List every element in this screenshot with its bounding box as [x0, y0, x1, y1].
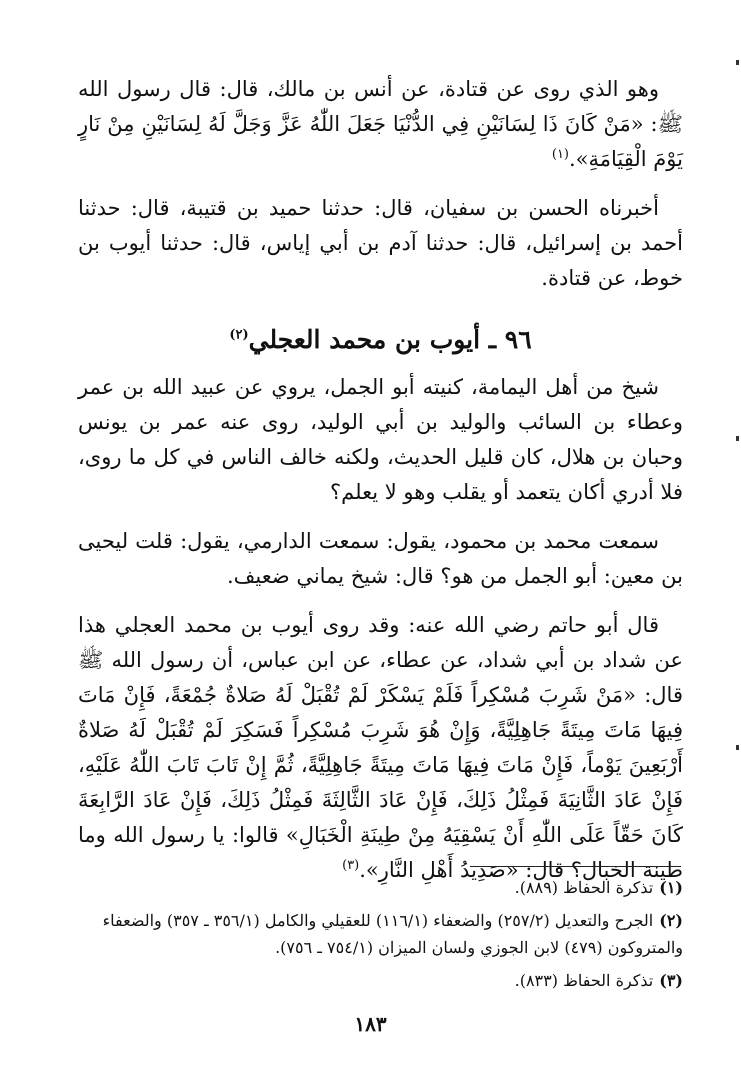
footnote-divider [470, 866, 681, 867]
footnote: (١)تذكرة الحفاظ (٨٨٩). [514, 878, 683, 897]
paragraph-darimi: سمعت محمد بن محمود، يقول: سمعت الدارمي، يقول: قلت ليحيى بن معين: أبو الجمل من هو؟ قال: شيخ يماني ضعيف. [78, 529, 683, 588]
paragraph-biography: شيخ من أهل اليمامة، كنيته أبو الجمل، يروي عن عبيد الله بن عمر وعطاء بن السائب والوليد بن أبي الوليد، روى عنه عمر بن يونس وحبان بن هلال، كان قليل الحديث، ولكنه خالف الناس في كل ما روى، فلا أدري أكان يتعمد أو يقلب وهو لا يعلم؟ [78, 375, 683, 504]
paragraph-hadith-intoxicant: قال أبو حاتم رضي الله عنه: وقد روى أيوب بن محمد العجلي هذا عن شداد بن أبي شداد، عن عطاء، عن ابن عباس، أن رسول الله ﷺ قال: «مَنْ شَرِبَ مُسْكِراً فَلَمْ يَسْكَرْ لَمْ تُقْبَلْ لَهُ صَلاةٌ جُمْعَةً، فَإِنْ مَاتَ فِيهَا مَاتَ مِيتَةً جَاهِلِيَّةً، وَإِنْ هُوَ شَرِبَ مُسْكِراً فَسَكِرَ لَمْ تُقْبَلْ لَهُ صَلاةٌ أَرْبَعِينَ يَوْماً، فَإِنْ مَاتَ فِيهَا مَاتَ مِيتَةً جَاهِلِيَّةً، ثُمَّ إِنْ تَابَ تَابَ اللّٰهُ عَلَيْهِ، فَإِنْ عَادَ الثَّانِيَةَ فَمِثْلُ ذَلِكَ، فَإِنْ عَادَ الثَّالِثَةَ فَمِثْلُ ذَلِكَ، فَإِنْ عَادَ الرَّابِعَةَ كَانَ حَقّاً عَلَى اللّٰهِ أَنْ يَسْقِيَهُ مِنْ طِينَةِ الْخَبَالِ» قالوا: يا رسول الله وما طينة الخبال؟ قال: «صَدِيدُ أَهْلِ النَّارِ».$^{(٣)}$ [78, 613, 683, 882]
footnote-ref-2: (٢) [229, 327, 249, 343]
footnote-ref-1: (١) [551, 147, 569, 162]
paragraph-hadith-two-tongues: وهو الذي روى عن قتادة، عن أنس بن مالك، قال: قال رسول الله ﷺ: «مَنْ كَانَ ذَا لِسَانَيْنِ فِي الدُّنْيَا جَعَلَ اللّٰهُ عَزَّ وَجَلَّ لَهُ لِسَانَيْنِ مِنْ نَارٍ يَوْمَ الْقِيَامَةِ».$^{(١)}$ [78, 77, 683, 171]
margin-mark [736, 745, 739, 750]
main-text [78, 72, 683, 888]
paragraph-chain: أخبرناه الحسن بن سفيان، قال: حدثنا حميد بن قتيبة، قال: حدثنا أحمد بن إسرائيل، قال: حدثنا آدم بن أبي إياس، قال: حدثنا أيوب بن خوط، عن قتادة. [78, 196, 683, 290]
footnotes [78, 874, 683, 1000]
footnote: (٢)الجرح والتعديل (٢٥٧/٢) والضعفاء (١١٦/١) للعقيلي والكامل (٣٥٦/١ ـ ٣٥٧) والضعفاء والمتروكون (٤٧٩) لابن الجوزي ولسان الميزان (٧٥٤/١ ـ ٧٥٦). [102, 911, 683, 957]
footnote-ref-3: (٣) [342, 858, 360, 873]
margin-mark [736, 60, 739, 65]
margin-mark [736, 436, 739, 441]
section-heading: ٩٦ ـ أيوب بن محمد العجلي$^{(٢)}$ [229, 325, 532, 354]
footnote: (٣)تذكرة الحفاظ (٨٣٣). [514, 971, 683, 990]
page-number: ١٨٣ [354, 1012, 387, 1036]
